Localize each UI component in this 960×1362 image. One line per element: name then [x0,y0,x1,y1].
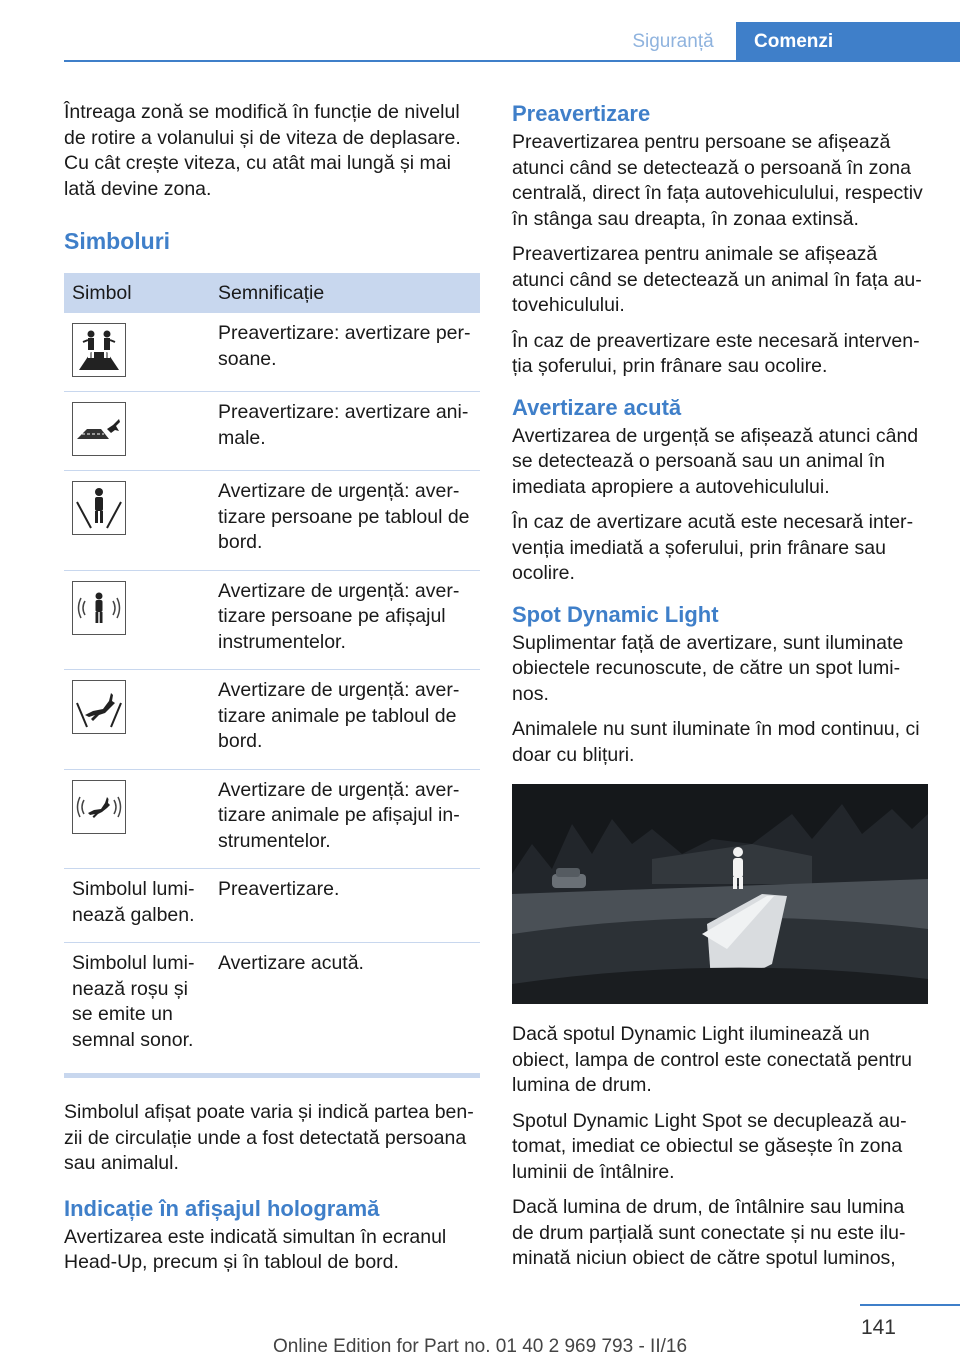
symbol-text-cell: Simbolul luminează galben. [64,869,210,943]
symbols-table [64,273,480,1067]
header-rule [64,60,960,62]
tab-siguranta[interactable]: Siguranță [632,31,714,52]
paragraph: Dacă spotul Dynamic Light iluminează un obiect, lampa de control este conectată pentru lumina de drum. [512,1023,912,1096]
table-row [64,670,480,770]
paragraph: Preavertizarea pentru persoane se afișează atunci când se detectează o persoană în zona centrală, direct în fața autovehiculului, respectiv în stânga sau dreapta, în zonaa extinsă. [512,131,923,230]
person-urgent-display-icon [72,581,126,635]
table-row [64,313,480,392]
meaning-cell: Avertizare de urgență: avertizare persoane pe tabloul de bord. [210,471,480,571]
page-number-rule [860,1304,960,1306]
meaning-cell: Preavertizare. [210,869,480,943]
spot-dynamic-light-heading: Spot Dynamic Light [512,601,719,627]
animal-urgent-display-icon [72,780,126,834]
table-bottom-rule [64,1073,480,1078]
left-column [64,100,482,1288]
symbol-text-cell: Simbolul luminează roșu și se emite un semnal sonor. [72,952,195,1051]
paragraph: Suplimentar față de avertizare, sunt iluminate obiectele recunoscute, de către un spot luminos. [512,631,904,705]
avertizare-acuta-heading: Avertizare acută [512,394,682,420]
page-number: 141 [860,1316,896,1339]
symbols-heading: Simboluri [64,228,171,254]
after-table-paragraph: Simbolul afișat poate varia și indică partea benzii de circulație unde a fost detectată persoana sau animalul. [64,1101,474,1174]
paragraph: În caz de preavertizare este necesară intervenția șoferului, prin frânare sau ocolire. [512,329,920,377]
table-row [64,392,480,471]
hologram-heading: Indicație în afișajul hologramă [64,1195,380,1221]
col-header-meaning: Semnificație [210,273,480,313]
meaning-cell: Preavertizare: avertizare animale. [210,392,480,471]
hologram-paragraph: Avertizarea este indicată simultan în ecranul Head-Up, precum și în tabloul de bord. [64,1225,447,1273]
paragraph: În caz de avertizare acută este necesară intervenția imediată a șoferului, prin frânare sau ocolire. [512,511,914,584]
intro-paragraph: Întreaga zonă se modifică în funcție de nivelul de rotire a volanului și de viteza de deplasare. Cu cât crește viteza, cu atât mai lungă și mai lată devine zona. [64,101,461,200]
right-column [512,100,928,1282]
animal-road-warning-icon [72,402,126,456]
paragraph: Preavertizarea pentru animale se afișează atunci când se detectează un animal în fața autovehiculului. [512,243,922,316]
col-header-symbol: Simbol [64,273,210,313]
meaning-cell: Preavertizare: avertizare persoane. [210,313,480,392]
meaning-cell: Avertizare de urgență: avertizare animale pe tabloul de bord. [210,670,480,770]
paragraph: Spotul Dynamic Light Spot se decuplează automat, imediat ce obiectul se găsește în zona luminii de întâlnire. [512,1109,907,1183]
paragraph: Animalele nu sunt iluminate în mod continuu, ci doar cu blițuri. [512,718,920,766]
table-row [64,943,480,1068]
table-row [64,471,480,571]
table-row [64,769,480,869]
paragraph: Avertizarea de urgență se afișează atunci când se detectează o persoană sau un animal în imediata apropiere a autovehiculului. [512,424,919,498]
meaning-cell: Avertizare de urgență: avertizare animale pe afișajul instrumentelor. [210,769,480,869]
table-row [64,570,480,670]
tab-comenzi[interactable]: Comenzi [736,22,960,62]
table-row [64,869,480,943]
edition-footer: Online Edition for Part no. 01 40 2 969 793 - II/16 [272,1336,688,1357]
paragraph: Dacă lumina de drum, de întâlnire sau lumina de drum parțială sunt conectate și nu este iluminată niciun obiect de către spotul luminos, [512,1196,906,1269]
meaning-cell: Avertizare acută. [218,952,364,974]
meaning-cell: Avertizare de urgență: avertizare persoane pe afișajul instrumentelor. [210,570,480,670]
person-urgent-dashboard-icon [72,481,126,535]
pedestrians-warning-icon [72,323,126,377]
animal-urgent-dashboard-icon [72,680,126,734]
night-road-spotlight-image [512,784,928,1004]
preavertizare-heading: Preavertizare [512,101,651,126]
